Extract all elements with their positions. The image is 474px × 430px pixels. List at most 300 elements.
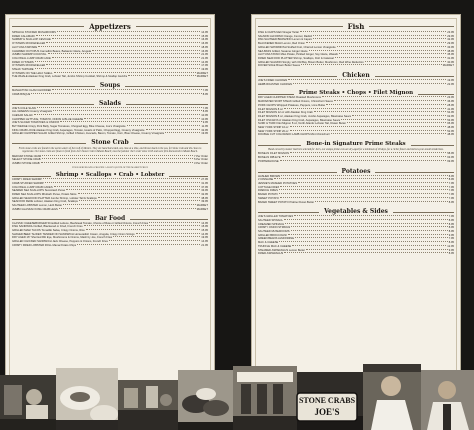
menu-item [12, 93, 208, 97]
menu-item [12, 208, 208, 212]
dot-leader [300, 31, 446, 32]
menu-item-price: 58.95 [447, 152, 454, 156]
menu-item-name: CHOPPED LETTUCE, TOMATO, ONION & BLUE CHEESE [12, 117, 84, 121]
menu-item-name: DRY AGED 16" Sherried Rib Eye, Mushrooms & Onions, Mash by Joe, French Fries [12, 236, 113, 240]
section-title-vegetables: Vegetables & Sides [258, 207, 454, 215]
menu-item-name: SALMON ALFORNO Orange, Fennel, Radish [258, 34, 313, 38]
menu-item-price: 48.95 [447, 133, 454, 137]
menu-item-name: FRIED SEAFOOD PLATTER Shrimp, Scallops, Fish & Calamari [258, 56, 335, 60]
sign-line-2: JOE'S [314, 407, 340, 417]
menu-item-name: CAESAR SALAD [12, 113, 33, 117]
menu-item-price: 21.95 [201, 56, 208, 60]
dot-leader [280, 197, 448, 198]
menu-item-name: GRILLED SEAFOOD PLATTER Jumbo Shrimp, Lobster Tail & Scallops [12, 196, 97, 200]
menu-item-price: 7 Per Order [193, 154, 208, 158]
menu-item-price: 16.95 [201, 42, 208, 46]
menu-item-price: 48.95 [447, 126, 454, 130]
menu-item-price: 69.95 [447, 159, 454, 163]
dot-leader [52, 89, 201, 90]
appetizers-list [12, 31, 208, 79]
dot-leader [301, 64, 442, 65]
dot-leader [38, 46, 200, 47]
menu-item-price: 8.95 [448, 222, 454, 226]
menu-item-name: NEW YORK STRIP 20 oz [258, 129, 289, 133]
menu-item-price: MARKET [196, 204, 208, 208]
menu-item-price: MARKET [196, 71, 208, 75]
menu-item [12, 244, 208, 248]
menu-item-price: 7.95 [448, 189, 454, 193]
menu-item-name: JOE'S GRILLED TOMATOES [258, 215, 294, 219]
menu-item-name: BLT WEDGE Crispy Pork Belly, Sugar Tomatoes, Chopped Egg, Blue Cheese, Joe's Vinaigrette [12, 125, 126, 129]
menu-item-price: 14.95 [201, 60, 208, 64]
section-title-bone-in: Bone-in Signature Prime Steaks [258, 140, 454, 147]
dot-leader [284, 219, 447, 220]
dot-leader [48, 53, 201, 54]
menu-item-price: 7.95 [448, 193, 454, 197]
menu-item-name: FISH SANDWICH Grilled, Blackened or Fried, French Fries [12, 225, 83, 229]
dot-leader [280, 160, 447, 161]
menu-item-name: DOUBLE CUT COLORADO LAMB CHOPS Mint Chimichurri [258, 133, 330, 137]
dot-leader [128, 75, 195, 76]
menu-item-price: 28.95 [447, 103, 454, 107]
dot-leader [282, 156, 447, 157]
menu-item-price: 33.95 [201, 189, 208, 193]
dot-leader [290, 130, 447, 131]
menu-item-price: 21.95 [201, 243, 208, 247]
dot-leader [127, 125, 201, 126]
dot-leader [337, 46, 447, 47]
menu-item-name: CREAMED SPINACH [258, 222, 285, 226]
menu-item-name: CRISPY FRIED SHRIMP [12, 178, 42, 182]
stone-crab-footnote: YOUR SERVER WILL PROVIDE A DAILY QUOTE OF THE MARKET PRICE [72, 166, 148, 169]
photo-dining-room [118, 380, 178, 430]
menu-item-name: MANHATTAN CLAM CHOWDER [12, 89, 52, 93]
menu-item-price: 29.95 [447, 34, 454, 38]
menu-item-name: BONE-IN FILET MIGNON [258, 152, 290, 156]
dot-leader [274, 178, 448, 179]
menu-item-price: 19.95 [201, 68, 208, 72]
menu-item-price: MARKET [442, 64, 454, 68]
menu-item-price: MARKET [196, 207, 208, 211]
menu-item-price: 52.95 [447, 129, 454, 133]
menu-item-name: SWEET POTATO [258, 196, 279, 200]
menu-item-price: 21.95 [201, 53, 208, 57]
dot-leader [35, 68, 201, 69]
dot-leader [290, 152, 446, 153]
dot-leader [365, 61, 446, 62]
menu-item [258, 83, 454, 87]
menu-item-name: NEW YORK STRIP 16 oz [258, 126, 289, 130]
menu-item [258, 133, 454, 137]
menu-item-price: 31.95 [447, 56, 454, 60]
menu-item-name: ALL GREENS Creamy Vinaigrette [12, 110, 53, 114]
dot-leader [347, 122, 446, 123]
dot-leader [92, 50, 200, 51]
menu-item-name: PORK CHOPS Whipped Potatoes, Peppers, Lime Butter [258, 103, 326, 107]
menu-item [12, 162, 208, 166]
menu-item-price: 23.95 [447, 31, 454, 34]
menu-item-price: 14.95 [201, 221, 208, 225]
menu-item-name: AHI TUNA TATAKI Miso Potato, Pickled Ginger, Soy Glaze, Wasabi [258, 53, 338, 57]
menu-item-name: TRUFFLE MAC & CHEESE [258, 244, 292, 248]
menu-item-price: 62.95 [447, 114, 454, 118]
menu-item-name: SHAVED BEEF 'SLIDES' TENDER ON SANDWICH Horseradish Cream, Arugula, Crispy Onion Strings [12, 232, 135, 236]
menu-item-name: FRIED SEA SCALLOPS Rhubarb Puree, Potato Skins [12, 192, 77, 196]
section-title-stone-crab: Stone Crab [12, 138, 208, 146]
stone-crabs-sign [296, 392, 358, 422]
vegetables-list [258, 215, 454, 256]
dot-leader [313, 35, 446, 36]
dot-leader [66, 189, 200, 190]
menu-item-name: GRILLED MAHI TACOS Tomatillo Salsa, Crispy Onions, Rice [12, 228, 85, 232]
menu-item-name: FILET OSCAR 8 oz Alaskan King Crab, Asparagus, Béarnaise Sauce [258, 118, 341, 122]
dot-leader [331, 133, 446, 134]
dot-leader [53, 110, 201, 111]
dot-leader [59, 208, 196, 209]
menu-item-price: 32.95 [447, 38, 454, 42]
menu-item-price: 7.95 [202, 89, 208, 93]
section-title-chicken: Chicken [258, 71, 454, 79]
menu-item-name: FILET MIGNON 12 oz with Alaskan King Crab [258, 111, 313, 115]
dot-leader [37, 107, 202, 108]
menu-item-price: 30.95 [447, 60, 454, 64]
menu-item-price: 9.95 [202, 121, 208, 125]
menu-item-price: 19.95 [201, 236, 208, 240]
section-title-soups: Soups [12, 81, 208, 89]
dot-leader [98, 197, 201, 198]
dot-leader [279, 189, 448, 190]
menu-item-price: 38.95 [201, 196, 208, 200]
menu-item-price: 19.95 [447, 79, 454, 83]
shrimp-list [12, 178, 208, 211]
dot-leader [306, 249, 448, 250]
menu-item-price: 32.95 [201, 192, 208, 196]
menu-item-price: 8.95 [448, 200, 454, 204]
menu-item-price: 8.95 [202, 92, 208, 96]
dot-leader [57, 31, 200, 32]
dot-leader [314, 111, 446, 112]
menu-item-price: 10.95 [201, 113, 208, 117]
menu-item-price: 17.95 [201, 64, 208, 68]
section-title-salads: Salads [12, 99, 208, 107]
menu-item-name: FRIED CALAMARI [12, 34, 35, 38]
menu-item-name: CLASSIC CHEESEBURGER Shredded Lettuce, Beefsteak Tomato, Choice of Raw or Grilled Onions, French Fries [12, 221, 149, 225]
menu-item-price: 12.95 [447, 244, 454, 248]
dot-leader [291, 230, 448, 231]
menu-item-name: SEAFOOD FEDE Lobster, Alaskan King Crab, Scallops [12, 200, 78, 204]
menu-item-name: FRIED ASPARAGUS [258, 252, 284, 256]
menu-item-name: GREEN BEANS ALMONDINE [258, 237, 294, 241]
menu-item-name: KING CRAB LOUIE Alaskan King Crab, Asparagus, Tomato, Hearts of Palm, Chopped Egg, Creamy Vinaigrette [12, 128, 145, 132]
photo-plates [56, 368, 118, 430]
menu-item-name: OYSTERS ROCKEFELLER [12, 42, 46, 46]
menu-item-name: BONE-IN RIB EYE [258, 156, 281, 160]
menu-item-name: CRAB STUFFED SHRIMP [12, 181, 44, 185]
menu-item-price: 7.95 [448, 181, 454, 185]
menu-item-price: 9.95 [448, 248, 454, 252]
menu-item-price: 16.95 [201, 49, 208, 53]
menu-item-price: 54.95 [447, 111, 454, 115]
menu-item-price: 39.95 [201, 200, 208, 204]
dot-leader [339, 53, 446, 54]
menu-item [12, 132, 208, 136]
menu-item-name: FRIED OYSTERS [12, 60, 34, 64]
menu-item-name: HERB ROASTED CHICKEN [258, 82, 293, 86]
menu-item-price: 14.95 [201, 240, 208, 244]
dot-leader [78, 193, 201, 194]
menu-item-name: GRILLED CHICKEN SANDWICH Jack Cheese, Peppers & Onions, French Fries [12, 240, 108, 244]
section-title-bar-food: Bar Food [12, 214, 208, 222]
menu-item-price: 7.95 [202, 106, 208, 110]
menu-item-price: 63.95 [447, 156, 454, 160]
dot-leader [326, 104, 446, 105]
dot-leader [84, 118, 200, 119]
menu-item-price: 7.95 [448, 196, 454, 200]
menu-item-name: THE WHALE Alaskan King Crab, Lobster Tail, Jumbo Shrimp Cocktail, Shrimp & Scallop Ceviche [12, 75, 128, 79]
dot-leader [41, 162, 193, 163]
menu-item-price: 33.95 [447, 45, 454, 49]
menu-item-name: CHARRED OCTOPUS Cannellini Beans, Balsamic Glaze, Arugula [12, 49, 91, 53]
dot-leader [146, 129, 201, 130]
menu-item-price: 41.95 [447, 107, 454, 111]
bone-in-note: Hand carved by master butchers selected for Joe's, our unique prime cuts are dry-aged for a minimum of 28 days, for a richer flavor and melt-in-your-mouth tenderness. [268, 148, 444, 152]
menu-page-right [251, 14, 461, 398]
dot-leader [46, 64, 200, 65]
dot-leader [52, 38, 201, 39]
dot-leader [54, 186, 201, 187]
dot-leader [292, 245, 446, 246]
dot-leader [136, 233, 201, 234]
dot-leader [165, 132, 200, 133]
dot-leader [46, 42, 200, 43]
menu-item-name: CRAB BISQUE [12, 92, 31, 96]
menu-item-name: JOE'S SLICED TOMATOES & ONIONS [12, 121, 60, 125]
menu-item-name: GRILLED SWORDFISH Stuffed Fruit, Charred Lemon Vinaigrette [258, 45, 336, 49]
dot-leader [84, 225, 201, 226]
dot-leader [313, 38, 446, 39]
menu-item-price: 7.95 [448, 237, 454, 241]
menu-item-price: 31.95 [201, 181, 208, 185]
menu-item-price: 29.95 [447, 42, 454, 46]
menu-item-name: MARINATED SKIRT STEAK Grilled Onions, Chimichurri Sauce [258, 100, 333, 104]
menu-item-price: 36.95 [447, 100, 454, 104]
dot-leader [335, 57, 446, 58]
menu-item-price: 3 Per Order [193, 162, 208, 166]
dot-leader [60, 121, 201, 122]
dot-leader [285, 223, 448, 224]
menu-item-name: STEAK TARTARE [12, 68, 34, 72]
photo-server [421, 370, 474, 430]
menu-item-price: 38.95 [447, 49, 454, 53]
menu-item-price: 65.95 [447, 122, 454, 126]
menu-item-name: LYONNAISE [258, 178, 274, 182]
menu-item-name: MAC & CHEESE [258, 241, 279, 245]
menu-item-name: HASHED BROWN [258, 174, 281, 178]
dot-leader [284, 108, 446, 109]
dot-leader [295, 237, 448, 238]
menu-item-name: COLOSSAL LUMP CRAB CAKES [12, 185, 53, 189]
menu-item-name: COLOSSAL LUMP CRAB CAKE [12, 56, 51, 60]
dot-leader [45, 182, 200, 183]
dot-leader [284, 252, 448, 253]
dot-leader [352, 115, 446, 116]
dot-leader [42, 158, 193, 159]
photo-kitchen [0, 375, 56, 430]
menu-item-name: JUMBO STONE CRAB [12, 162, 40, 166]
menu-item-name: CRISPY FRIED LOBSTER ROLL Mama Potato Chips [12, 243, 77, 247]
dot-leader [86, 229, 201, 230]
menu-item-name: GRILLED CHOPPED SALAD Grilled Shrimp, Grilled Chicken, Avocado, Bacon, Tomato, Corn, Blue Cheese, Creamy Vinaigrette [12, 132, 165, 136]
menu-item-price: 15.95 [201, 228, 208, 232]
menu-item-price: 22.95 [447, 82, 454, 86]
menu-item-name: SPINACH STUFFED MUSHROOMS [12, 31, 56, 34]
dot-leader [42, 155, 193, 156]
dot-leader [54, 72, 196, 73]
dot-leader [31, 93, 201, 94]
dot-leader [315, 201, 448, 202]
menu-item-price: 8.95 [448, 178, 454, 182]
stone-crab-note: Fresh stone crabs are found in the warm waters of the Gulf of Mexico. They are hand harvested, one claw at a time, and thrown back to the sea, for Stone crab and the claws to regenerate. Our stone crabs are flown in fresh from Joe's Stone Crab in Miami Beach; now the fashion 'Joe's crab' since 1913 and were first discovered in Miami Beach. [18, 147, 202, 154]
dot-leader [149, 222, 200, 223]
section-title-prime: Prime Steaks • Chops • Filet Mignon [258, 89, 454, 96]
menu-item-name: SHRIMP & SCALLOP CEVICHE [12, 38, 51, 42]
menu-item-name: PAN-SAUTEED BRANZINO Lemon & Capers [258, 38, 313, 42]
dot-leader [309, 50, 447, 51]
menu-item-price: 8.95 [448, 230, 454, 234]
menu-item-name: OYSTERS ON THE HALF SHELL [12, 71, 53, 75]
dot-leader [52, 57, 200, 58]
photo-chef [363, 364, 421, 430]
menu-item-name: FISH & CHIPS Malt Vinegar Tartar [258, 31, 299, 34]
menu-item-name: FILET MIGNON 8 oz, Alaskan King Crab, Jumbo Asparagus, Béarnaise Sauce [258, 114, 352, 118]
menu-item-price: 10.95 [201, 117, 208, 121]
menu-item-name: BLACKENED MAHI Lemon, Red Onion [258, 42, 306, 46]
menu-item-name: GRILLED BROCCOLINI [258, 233, 287, 237]
dot-leader [334, 100, 446, 101]
menu-item-price: 14.95 [201, 31, 208, 34]
photo-banner [0, 353, 474, 430]
dot-leader [279, 193, 447, 194]
dot-leader [341, 119, 446, 120]
menu-page-left [5, 14, 215, 398]
dot-leader [43, 178, 200, 179]
menu-item-price: 8.95 [448, 252, 454, 256]
menu-item-price: 8.95 [448, 226, 454, 230]
menu-item-price: 8.95 [448, 218, 454, 222]
menu-item-price: 16.95 [201, 38, 208, 42]
menu-item-name: SEA BASS Grilled, Sesame Ginger Glaze [258, 49, 308, 53]
dot-leader [113, 236, 200, 237]
menu-item-name: COTTAGE FRIES [258, 185, 280, 189]
menu-item-price: 7.95 [448, 215, 454, 219]
sign-line-1: STONE CRABS [298, 396, 356, 405]
prime-list [258, 96, 454, 137]
dot-leader [79, 200, 200, 201]
menu-item-price: 8.95 [448, 174, 454, 178]
menu-item-price: 8.95 [202, 110, 208, 114]
dot-leader [279, 241, 447, 242]
dot-leader [290, 126, 447, 127]
menu-item-name: BAKED POTATO [258, 193, 279, 197]
menu-item [12, 75, 208, 79]
dot-leader [77, 244, 200, 245]
menu-item-name: SELECT STONE CRAB [12, 158, 41, 162]
menu-item-name: SURF & TURF Filet Mignon 8 oz, North Atlantic Lobster Tail, Drawn Butter [258, 122, 347, 126]
menu-item-name: GRILLED SALMON Simply, with Old Bay, Brown Butter, Mushroom, Red Wine Reduction [258, 60, 364, 64]
menu-item-price: 37.95 [201, 185, 208, 189]
menu-item-price: 32.95 [201, 128, 208, 132]
menu-item-name: AHI TUNA TARTARE [12, 45, 38, 49]
menu-item [258, 64, 454, 68]
menu-item-name: DRY AGED CHOPPED STEAK Roasted Mushrooms [258, 96, 321, 100]
menu-item [258, 160, 454, 164]
menu-item-price: 19.95 [201, 132, 208, 136]
fish-list [258, 31, 454, 68]
dot-leader [109, 240, 200, 241]
photo-restaurant-exterior [233, 366, 297, 430]
dot-leader [288, 234, 448, 235]
menu-item-price: 7.95 [448, 185, 454, 189]
dot-leader [291, 226, 448, 227]
section-title-appetizers: Appetizers [12, 21, 208, 31]
menu-item-name: PORTERHOUSE [258, 159, 279, 163]
menu-item-price: 18.95 [201, 45, 208, 49]
menu-item-name: CRISPY ONION STRINGS [258, 226, 291, 230]
menu-item [258, 252, 454, 256]
dot-leader [35, 61, 201, 62]
bar-food-list [12, 222, 208, 248]
menu-item-name: JUMBO ALASKAN KING CRAB LEGS [12, 207, 58, 211]
menu-item-name: FILET MIGNON 8 oz [258, 107, 283, 111]
menu-item-name: OYSTERS ROCKEFELLER [12, 64, 46, 68]
soups-list [12, 89, 208, 96]
menu-item-price: 15.95 [201, 225, 208, 229]
dot-leader [322, 96, 446, 97]
menu-item-name: BAKED SWEET POTATO Praline Pecan Butter [258, 200, 315, 204]
chicken-list [258, 79, 454, 86]
dot-leader [34, 114, 201, 115]
menu-item [258, 201, 454, 205]
salads-list [12, 107, 208, 137]
dot-leader [294, 215, 448, 216]
bone-in-list [258, 152, 454, 163]
menu-item-price: 8.95 [448, 241, 454, 245]
dot-leader [280, 186, 447, 187]
menu-item-name: SAUTEED SPINACH [258, 218, 284, 222]
menu-item-name: SAUTEED LOBSTER Lemon, Herb Butter [12, 204, 63, 208]
menu-item-name: JUMBO SHRIMP COCKTAIL [12, 53, 47, 57]
menu-item-name: JOE'S COLE SLAW [12, 106, 36, 110]
menu-item-price: 9.95 [448, 233, 454, 237]
menu-item-price: 15.95 [201, 34, 208, 38]
menu-item-price: 27.95 [201, 178, 208, 182]
dot-leader [293, 83, 446, 84]
menu-item-price: 53.95 [447, 118, 454, 122]
section-title-fish: Fish [258, 21, 454, 31]
menu-item-name: DOVER SOLE Brown Butter Sauce [258, 64, 301, 68]
menu-item-price: 14.95 [201, 232, 208, 236]
menu-item-price: MARKET [196, 75, 208, 79]
menu-item-price: 23.95 [447, 96, 454, 100]
stone-crab-list [12, 155, 208, 166]
menu-item-name: STEAMED ASPARAGUS Lemon Butter [258, 248, 305, 252]
potatoes-list [258, 175, 454, 205]
dot-leader [281, 175, 448, 176]
menu-item-name: JOE'S FRIED CHICKEN [258, 79, 288, 83]
menu-item-price: 5 Per Order [193, 158, 208, 162]
dot-leader [298, 182, 448, 183]
menu-item-name: FRENCH FRIES [258, 189, 278, 193]
